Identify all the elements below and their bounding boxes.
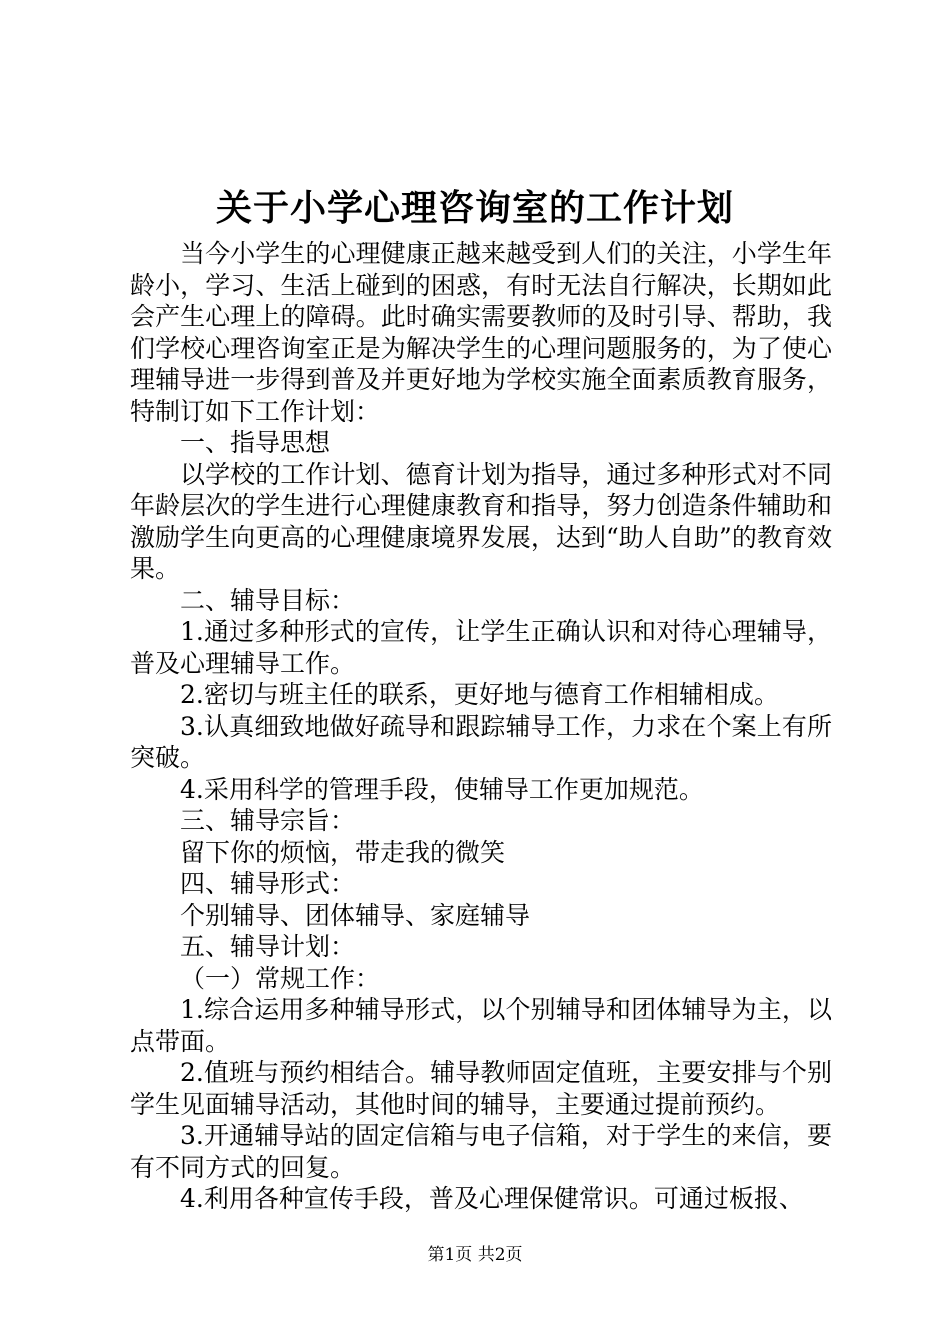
goal-item-1: 1.通过多种形式的宣传，让学生正确认识和对待心理辅导，普及心理辅导工作。 [130,617,832,678]
routine-item-2: 2.值班与预约相结合。辅导教师固定值班，主要安排与个别学生见面辅导活动，其他时间的辅导，主要通过提前预约。 [130,1058,832,1119]
goal-item-3: 3.认真细致地做好疏导和跟踪辅导工作，力求在个案上有所突破。 [130,711,832,772]
goal-item-4: 4.采用科学的管理手段，使辅导工作更加规范。 [180,774,704,804]
routine-item-3: 3.开通辅导站的固定信箱与电子信箱，对于学生的来信，要有不同方式的回复。 [130,1121,832,1182]
heading-plan: 五、辅导计划： [180,932,356,961]
document-title: 关于小学心理咨询室的工作计划 [215,187,734,229]
heading-tenet: 三、辅导宗旨： [180,806,356,835]
heading-forms: 四、辅导形式： [180,869,356,898]
routine-item-1: 1.综合运用多种辅导形式，以个别辅导和团体辅导为主，以点带面。 [130,995,832,1056]
subheading-routine-work: （一）常规工作： [180,963,381,993]
routine-item-4: 4.利用各种宣传手段，普及心理保健常识。可通过板报、 [180,1184,804,1213]
heading-goals: 二、辅导目标： [180,585,356,615]
paragraph-forms: 个别辅导、团体辅导、家庭辅导 [180,900,531,930]
heading-guiding-thought: 一、指导思想 [180,428,331,457]
paragraph-guiding-thought: 以学校的工作计划、德育计划为指导，通过多种形式对不同年龄层次的学生进行心理健康教育和指导，努力创造条件辅助和激励学生向更高的心理健康境界发展，达到“助人自助”的教育效果。 [130,459,832,583]
paragraph-tenet: 留下你的烦恼，带走我的微笑 [180,837,506,867]
goal-item-2: 2.密切与班主任的联系，更好地与德育工作相辅相成。 [180,680,779,709]
document-body [130,238,832,1215]
paragraph-intro: 当今小学生的心理健康正越来越受到人们的关注，小学生年龄小，学习、生活上碰到的困惑，有时无法自行解决，长期如此会产生心理上的障碍。此时确实需要教师的及时引导、帮助，我们学校心理咨询室正是为解决学生的心理问题服务的，为了使心理辅导进一步得到普及并更好地为学校实施全面素质教育服务，特制订如下工作计划： [130,239,832,426]
page-number-footer: 第1页 共2页 [427,1245,523,1265]
